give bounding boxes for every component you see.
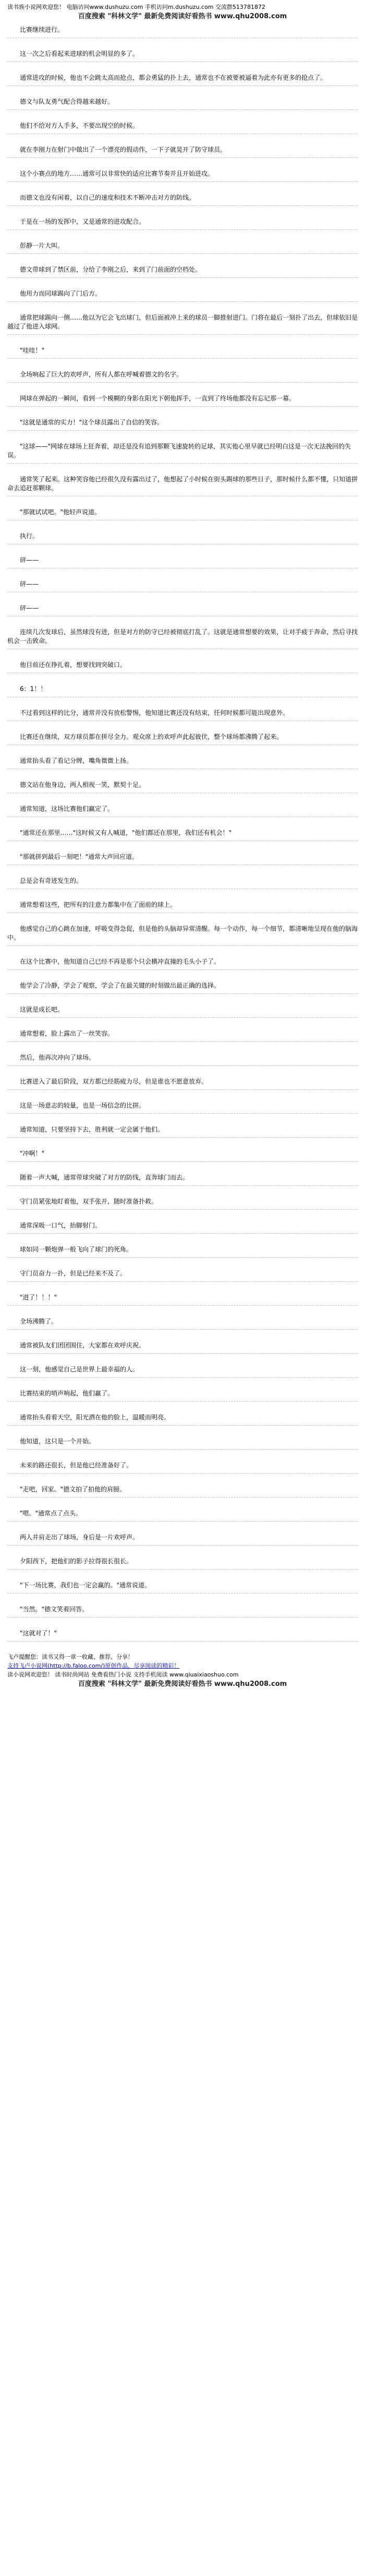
- paragraph-text: 德文与队友勇气配合得越来越好。: [20, 98, 114, 105]
- paragraph-text: "下一场比赛，我们也一定会赢的。"通常说道。: [20, 1582, 151, 1589]
- paragraph-text: 彭静一片大叫。: [20, 242, 64, 249]
- paragraph-text: 夕阳西下，把他们的影子拉得很长很长。: [20, 1558, 133, 1565]
- chapter-paragraph: [7, 50, 358, 62]
- paragraph-text: 比赛结束的哨声响起，他们赢了。: [20, 1390, 114, 1397]
- paragraph-text: 守门员紧张地盯着他，双手张开，随时准备扑救。: [20, 1198, 158, 1205]
- paragraph-text: 德文站在他身边，两人相视一笑，默契十足。: [20, 781, 145, 788]
- chapter-paragraph: [7, 1485, 358, 1498]
- paragraph-text: 通常抬头看了看记分牌，嘴角微微上扬。: [20, 757, 133, 764]
- chapter-paragraph: [7, 394, 358, 407]
- paragraph-text: 不过看到这样的比分，通常并没有放松警惕，他知道比赛还没有结束，任何时候都可能出现意外。: [20, 709, 289, 716]
- chapter-paragraph: [7, 1197, 358, 1210]
- paragraph-text: "这就对了！": [20, 1630, 57, 1637]
- paragraph-text: 通常笑了起来。这种笑容他已经很久没有露出过了，他想起了小时候在街头踢球的那些日子，那时候什么都不懂，只知道拼命去追赶那颗球。: [7, 476, 358, 492]
- chapter-paragraph: [7, 1077, 358, 1090]
- chapter-paragraph: [7, 1317, 358, 1330]
- chapter-paragraph: [7, 1533, 358, 1546]
- paragraph-text: 随着一声大喊，通常带球突破了对方的防线，直奔球门而去。: [20, 1174, 189, 1181]
- chapter-paragraph: [7, 628, 358, 649]
- chapter-paragraph: [7, 1053, 358, 1066]
- paragraph-text: 通常想着这些，把所有的注意力都集中在了面前的球上。: [20, 901, 177, 908]
- paragraph-text: 在这个比赛中，他知道自己已经不再是那个只会横冲直撞的毛头小子了。: [20, 958, 221, 965]
- chapter-paragraph: [7, 829, 358, 841]
- chapter-paragraph: [7, 26, 358, 38]
- chapter-paragraph: [7, 193, 358, 206]
- chapter-paragraph: [7, 1581, 358, 1594]
- chapter-paragraph: [7, 98, 358, 110]
- chapter-paragraph: [7, 925, 358, 946]
- paragraph-text: 通常抬头看着天空，阳光洒在他的脸上，温暖而明亮。: [20, 1414, 171, 1421]
- paragraph-text: 网球在弹起的一瞬间，看到一个模糊的身影在阳光下朝他挥手，一直到了终场他都没有忘记那一幕。: [20, 395, 296, 402]
- chapter-paragraph: [7, 121, 358, 134]
- chapter-paragraph: [7, 241, 358, 254]
- paragraph-text: 就在李刚力在射门中做出了一个漂亮的假动作，一下子就晃开了防守球员。: [20, 146, 227, 153]
- chapter-paragraph: [7, 957, 358, 970]
- chapter-paragraph: [7, 1365, 358, 1378]
- chapter-paragraph: [7, 370, 358, 383]
- chapter-paragraph: [7, 781, 358, 793]
- paragraph-text: "那就拼到最后一刻吧！"通常大声回应道。: [20, 853, 139, 860]
- paragraph-text: 砰——: [20, 580, 39, 588]
- footer-banner: 百度搜索 "科林文学" 最新免费阅读好看热书 www.qhu2008.com: [78, 1680, 287, 1688]
- chapter-paragraph: [7, 1173, 358, 1186]
- chapter-paragraph: [7, 74, 358, 86]
- chapter-paragraph: [7, 1629, 358, 1642]
- paragraph-text: 他学会了冷静，学会了观察，学会了在最关键的时刻做出最正确的选择。: [20, 982, 221, 989]
- paragraph-text: "这球——"网球在球场上狂奔着，却还是没有追到那颗飞速旋转的足球，其实他心里早就已经明白这是一次无法挽回的失误。: [7, 443, 351, 459]
- paragraph-text: 这一次之后看起来进球的机会明显的多了。: [20, 50, 139, 57]
- chapter-paragraph: [7, 169, 358, 182]
- chapter-paragraph: [7, 733, 358, 745]
- footer-faloo-link[interactable]: 支持飞卢小说网(http://b.faloo.com/)原创作品，尽享阅读的精彩！: [7, 1662, 180, 1669]
- paragraph-text: 他用力而同球踢向了门后方。: [20, 290, 102, 297]
- chapter-paragraph: [7, 853, 358, 865]
- page-footer: [7, 1653, 358, 1689]
- paragraph-text: 全场沸腾了。: [20, 1318, 58, 1325]
- paragraph-text: "哇哇！": [20, 347, 45, 354]
- chapter-paragraph: [7, 418, 358, 431]
- chapter-paragraph: [7, 1221, 358, 1234]
- chapter-paragraph: [7, 1005, 358, 1018]
- paragraph-text: 通常想着，脸上露出了一丝笑容。: [20, 1030, 114, 1037]
- chapter-paragraph: [7, 1269, 358, 1282]
- chapter-paragraph: [7, 1029, 358, 1042]
- paragraph-text: 比赛进入了最后阶段，双方都已经筋疲力尽，但是谁也不愿意放弃。: [20, 1078, 208, 1085]
- chapter-paragraph: [7, 1341, 358, 1354]
- paragraph-text: "当然。"德文笑着回答。: [20, 1606, 89, 1613]
- paragraph-text: 通常深吸一口气，抬脚射门。: [20, 1222, 102, 1229]
- chapter-paragraph: [7, 981, 358, 994]
- paragraph-text: 比赛还在继续，双方球员都在拼尽全力。观众席上的欢呼声此起彼伏，整个球场都沸腾了起来。: [20, 733, 283, 740]
- chapter-paragraph: [7, 1461, 358, 1474]
- chapter-paragraph: [7, 580, 358, 592]
- chapter-paragraph: [7, 289, 358, 302]
- paragraph-text: 球如同一颗炮弹一般飞向了球门的死角。: [20, 1246, 133, 1253]
- paragraph-text: "这就是通常的实力！"这个球员露出了自信的笑容。: [20, 419, 164, 426]
- paragraph-text: "那就试试吧。"他轻声说道。: [20, 508, 101, 516]
- chapter-paragraph: [7, 685, 358, 697]
- chapter-paragraph: [7, 1389, 358, 1402]
- chapter-paragraph: [7, 1605, 358, 1618]
- chapter-paragraph: [7, 313, 358, 335]
- paragraph-text: 比赛继续进行。: [20, 26, 64, 33]
- chapter-paragraph: [7, 1101, 358, 1114]
- chapter-paragraph: [7, 1149, 358, 1162]
- paragraph-text: 砰——: [20, 556, 39, 564]
- chapter-paragraph: [7, 805, 358, 817]
- site-banner: 百度搜索 "科林文学" 最新免费阅读好看热书 www.qhu2008.com: [78, 13, 287, 20]
- site-info-line: 读书族小说网欢迎您！ 电脑访问www.dushuzu.com 手机访问m.dushuzu.com 交流群513781872: [7, 4, 265, 10]
- paragraph-text: 6：1！！: [20, 685, 47, 692]
- paragraph-text: 这就是成长吧。: [20, 1006, 64, 1013]
- paragraph-text: 通常进攻的时候，他也不会跳太高而抢点，都会勇猛的扑上去，通常也不在被要被逼着为此亦有更多的抢点了。: [20, 74, 327, 81]
- paragraph-text: 他感觉自己的心跳在加速，呼吸变得急促，但是他的头脑却异常清醒。每一个动作，每一个细节，都清晰地呈现在他的脑海中。: [7, 925, 358, 941]
- chapter-body: [7, 26, 358, 1642]
- paragraph-text: 执行。: [20, 532, 39, 540]
- chapter-paragraph: [7, 1413, 358, 1426]
- chapter-paragraph: [7, 217, 358, 230]
- paragraph-text: "通常还在那里……"这时候又有人喊道，"他们都还在那里，我们还有机会！": [20, 829, 232, 836]
- paragraph-text: 守门员奋力一扑，但是已经来不及了。: [20, 1270, 127, 1277]
- paragraph-text: 砰——: [20, 604, 39, 612]
- paragraph-text: 通常被队友们团团围住，大家都在欢呼庆祝。: [20, 1342, 145, 1349]
- paragraph-text: 全场响起了巨大的欢呼声，所有人都在呼喊着德文的名字。: [20, 371, 183, 378]
- paragraph-text: 这个小赛点的地方……通常可以非常快的适应比赛节奏并且开始进攻。: [20, 170, 214, 177]
- chapter-paragraph: [7, 709, 358, 721]
- paragraph-text: 然后，他再次冲向了球场。: [20, 1054, 95, 1061]
- paragraph-text: 他们不给对方人手多，不要出现空的时候。: [20, 122, 139, 129]
- paragraph-text: 他知道，这只是一个开始。: [20, 1438, 95, 1445]
- paragraph-text: 总是会有奇迹发生的。: [20, 877, 83, 884]
- chapter-paragraph: [7, 475, 358, 496]
- chapter-paragraph: [7, 556, 358, 568]
- footer-site-line: 读小说网欢迎您！ 读书时尚网站 免费看热门小说 支持手机阅读 www.qiuaixiaoshuo.com: [7, 1671, 239, 1678]
- chapter-paragraph: [7, 757, 358, 769]
- paragraph-text: 这一刻，他感觉自己是世界上最幸福的人。: [20, 1366, 139, 1373]
- chapter-paragraph: [7, 265, 358, 278]
- paragraph-text: 通常把球踢向一侧……他以为它会飞出球门，但后面被冲上来的球员一脚推射进门。门将在最后一刻扑了出去，但球依旧是越过了他进入球网。: [7, 314, 358, 330]
- footer-notice: [7, 1653, 358, 1661]
- chapter-paragraph: [7, 901, 358, 913]
- chapter-paragraph: [7, 604, 358, 616]
- chapter-paragraph: [7, 508, 358, 520]
- chapter-paragraph: [7, 1293, 358, 1306]
- paragraph-text: "进了！！！": [20, 1294, 57, 1301]
- paragraph-text: 未来的路还很长，但是他已经准备好了。: [20, 1462, 133, 1469]
- paragraph-text: 通常知道，这场比赛他们赢定了。: [20, 805, 114, 812]
- chapter-paragraph: [7, 661, 358, 673]
- chapter-paragraph: [7, 1437, 358, 1450]
- footer-notice-label: 飞卢提醒您：: [7, 1654, 42, 1660]
- paragraph-text: "嗯。"通常点了点头。: [20, 1510, 82, 1517]
- paragraph-text: 而德文也没有闲着，以自己的速度和技术不断冲击对方的防线。: [20, 194, 196, 201]
- paragraph-text: 他目前还在挣扎着，想要找到突破口。: [20, 661, 127, 669]
- chapter-paragraph: [7, 532, 358, 544]
- chapter-paragraph: [7, 1245, 358, 1258]
- chapter-paragraph: [7, 145, 358, 158]
- paragraph-text: 连续几次发球后，虽然球没有进，但是对方的防守已经被彻底打乱了。这就是通常想要的效果，让对手疲于奔命，然后寻找机会一击致命。: [7, 628, 358, 645]
- chapter-paragraph: [7, 442, 358, 464]
- paragraph-text: 通常知道，只要坚持下去，胜利就一定会属于他们。: [20, 1126, 164, 1133]
- chapter-paragraph: [7, 1509, 358, 1522]
- paragraph-text: 这是一场意志的较量，也是一场信念的比拼。: [20, 1102, 145, 1109]
- paragraph-text: 德文带球到了禁区前，分给了李刚之后，来到了门前面的空档处。: [20, 266, 202, 273]
- chapter-paragraph: [7, 1125, 358, 1138]
- paragraph-text: "冲啊！": [20, 1150, 45, 1157]
- paragraph-text: 于是在一场的发挥中，又是通常的进攻配合。: [20, 218, 145, 225]
- paragraph-text: "走吧，回家。"德文拍了拍他的肩膀。: [20, 1486, 126, 1493]
- footer-notice-text: 读书又得一章一收藏、推荐、分享！: [42, 1654, 133, 1660]
- paragraph-text: 两人并肩走出了球场，身后是一片欢呼声。: [20, 1534, 139, 1541]
- chapter-paragraph: [7, 1557, 358, 1570]
- chapter-paragraph: [7, 877, 358, 889]
- chapter-paragraph: [7, 346, 358, 359]
